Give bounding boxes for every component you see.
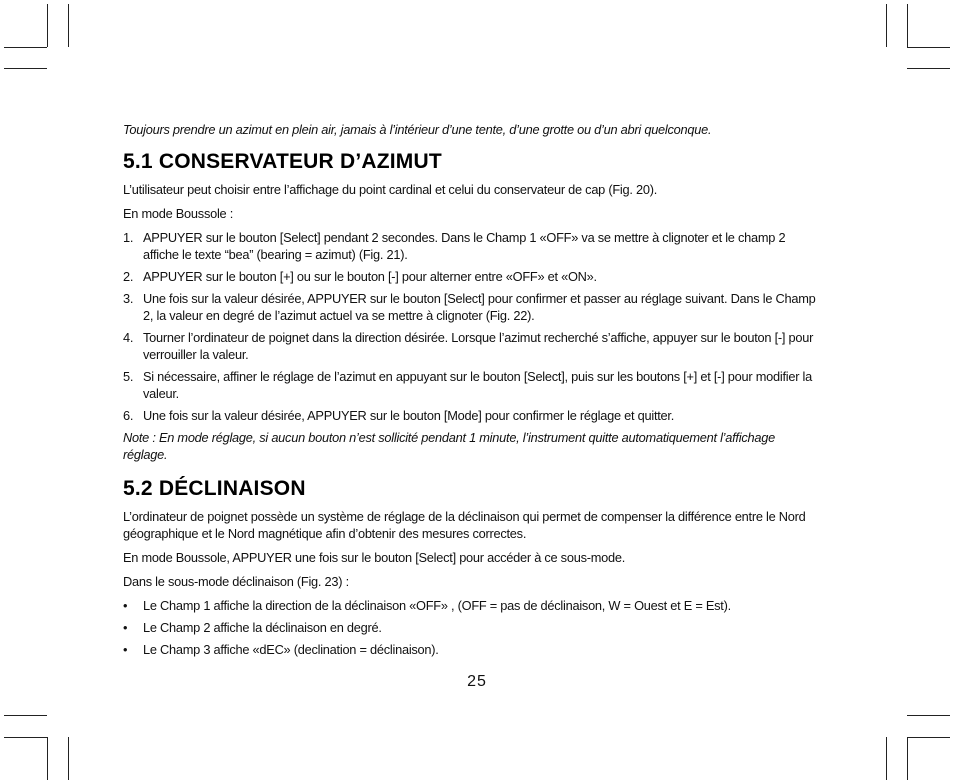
bullet-item [123,597,819,614]
bullet-text: Le Champ 1 affiche la direction de la déclinaison «OFF» , (OFF = pas de déclinaison, W = Ouest et E = Est). [143,598,731,613]
page-content [123,121,819,663]
intro-note: Toujours prendre un azimut en plein air, jamais à l’intérieur d’une tente, d’une grotte ou d’un abri quelconque. [123,122,712,137]
step-item [123,329,819,363]
step-text: Une fois sur la valeur désirée, APPUYER sur le bouton [Mode] pour confirmer le réglage et quitter. [143,408,675,423]
step-item [123,407,819,424]
step-number: 3. [123,291,134,306]
paragraph: En mode Boussole : [123,206,234,221]
step-number: 4. [123,330,134,345]
step-text: Si nécessaire, affiner le réglage de l’azimut en appuyant sur le bouton [Select], puis sur les boutons [+] et [-] pour modifier la valeur. [143,369,812,401]
bullet-item [123,641,819,658]
step-number: 6. [123,408,134,423]
paragraph: En mode Boussole, APPUYER une fois sur le bouton [Select] pour accéder à ce sous-mode. [123,550,626,565]
section-title-declinaison: 5.2 DÉCLINAISON [123,477,306,500]
bullet-icon: • [123,620,128,635]
settings-note: Note : En mode réglage, si aucun bouton n’est sollicité pendant 1 minute, l’instrument quitte automatiquement l’affichage réglage. [123,430,775,462]
step-number: 1. [123,230,134,245]
bullet-icon: • [123,598,128,613]
step-item [123,368,819,402]
bullet-list [123,597,819,658]
step-text: APPUYER sur le bouton [Select] pendant 2 secondes. Dans le Champ 1 «OFF» va se mettre à clignoter et le champ 2 affiche le texte “bea” (bearing = azimut) (Fig. 21). [143,230,786,262]
bullet-text: Le Champ 2 affiche la déclinaison en degré. [143,620,382,635]
step-number: 5. [123,369,134,384]
paragraph: Dans le sous-mode déclinaison (Fig. 23) : [123,574,349,589]
step-text: Tourner l’ordinateur de poignet dans la direction désirée. Lorsque l’azimut recherché s’affiche, appuyer sur le bouton [-] pour verrouiller la valeur. [143,330,814,362]
paragraph: L’ordinateur de poignet possède un système de réglage de la déclinaison qui permet de compenser la différence entre le Nord géographique et le Nord magnétique afin d’obtenir des mesures correctes. [123,509,806,541]
page-number: 25 [467,673,487,690]
step-item [123,268,819,285]
section-title-conservateur: 5.1 CONSERVATEUR D’AZIMUT [123,150,442,173]
bullet-text: Le Champ 3 affiche «dEC» (declination = déclinaison). [143,642,439,657]
steps-list [123,229,819,424]
step-text: Une fois sur la valeur désirée, APPUYER sur le bouton [Select] pour confirmer et passer au réglage suivant. Dans le Champ 2, la valeur en degré de l’azimut actuel va se mettre à clignoter (Fig. 22). [143,291,816,323]
paragraph: L’utilisateur peut choisir entre l’affichage du point cardinal et celui du conservateur de cap (Fig. 20). [123,182,658,197]
bullet-icon: • [123,642,128,657]
step-number: 2. [123,269,134,284]
bullet-item [123,619,819,636]
step-item [123,290,819,324]
step-item [123,229,819,263]
step-text: APPUYER sur le bouton [+] ou sur le bouton [-] pour alterner entre «OFF» et «ON». [143,269,597,284]
